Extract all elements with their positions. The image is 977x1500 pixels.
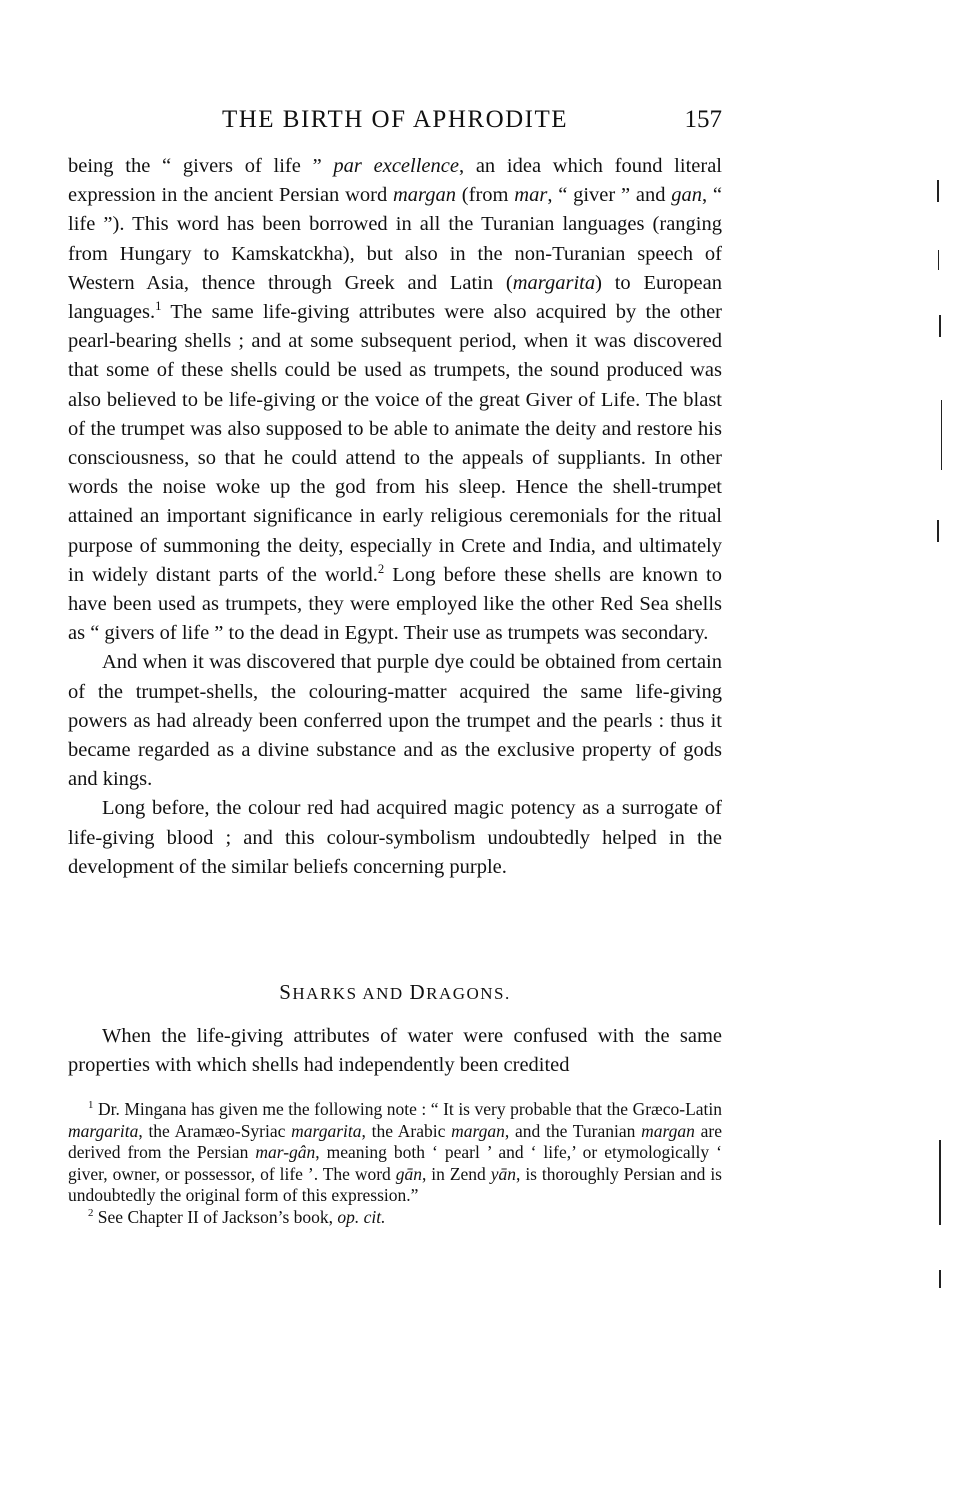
footnote-ref-1: 1 — [155, 299, 162, 314]
scan-mark — [937, 180, 939, 202]
scan-margin-marks — [925, 150, 965, 1500]
scan-mark — [941, 400, 942, 470]
running-title: THE BIRTH OF APHRODITE — [221, 106, 569, 133]
footnote-1: $^1$ Dr. Mingana has given me the following note : “ It is very probable that the Græco-Latin margarita, the Aramæo-Syriac margarita, the Arabic margan, and the Turanian margan are derived from the Persian mar-gân, meaning both ‘ pearl ’ and ‘ life,’ or etymologically ‘ giver, owner, or possessor, of life ’. The word gān, in Zend yān, is thoroughly Persian and is undoubtedly the original form of this expression.” — [68, 1099, 723, 1205]
scan-mark — [939, 1140, 941, 1225]
paragraph-2: And when it was discovered that purple dye could be obtained from certain of the trumpet-shells, the colouring-matter acquired the same life-giving powers as had already been conferred upon the trumpet and the pearls : thus it became regarded as a divine substance and as the exclusive property of gods and kings. — [68, 651, 722, 791]
paragraph-4: When the life-giving attributes of water were confused with the same properties with which shells had independently been credited — [68, 1025, 722, 1077]
footnote-ref-2: 2 — [377, 562, 385, 577]
section-heading: SHARKS AND DRAGONS. — [279, 980, 511, 1004]
section-text — [68, 1022, 722, 1080]
scan-mark — [939, 1270, 941, 1288]
paragraph-3: Long before, the colour red had acquired magic potency as a surrogate of life-giving blood ; and this colour-symbolism undoubtedly helped in the development of the similar beliefs concerning purple. — [68, 797, 722, 878]
main-text — [68, 152, 722, 882]
footnote-2: $^2$ See Chapter II of Jackson’s book, op. cit. — [88, 1206, 386, 1227]
paragraph-1: being the “ givers of life ” par excellence, an idea which found literal expression in the ancient Persian word margan (from mar, “ giver ” and gan, “ life ”). This word has been borrowed in all the Turanian languages (ranging from Hungary to Kamskatckha), but also in the non-Turanian speech of Western Asia, thence through Greek and Latin (margarita) to European languages.$^1$ The same life-giving attributes were also acquired by the other pearl-bearing shells ; and at some subsequent period, when it was discovered that some of these shells could be used as trumpets, the sound produced was also believed to be life-giving or the voice of the great Giver of Life. The blast of the trumpet was also supposed to be able to animate the deity and restore his consciousness, so that he could attend to the appeals of suppliants. In other words the noise woke up the god from his sleep. Hence the shell-trumpet attained an important significance in early religious ceremonials for the ritual purpose of summoning the deity, especially in Crete and India, and ultimately in widely distant parts of the world.$^2$ Long before these shells are known to have been used as trumpets, they were employed like the other Red Sea shells as “ givers of life ” to the dead in Egypt. Their use as trumpets was secondary. — [68, 155, 723, 645]
running-header — [68, 106, 722, 140]
footnotes — [68, 1099, 722, 1228]
scan-mark — [938, 250, 939, 270]
scan-mark — [937, 520, 939, 542]
scan-mark — [939, 315, 941, 337]
page-number: 157 — [684, 106, 722, 133]
